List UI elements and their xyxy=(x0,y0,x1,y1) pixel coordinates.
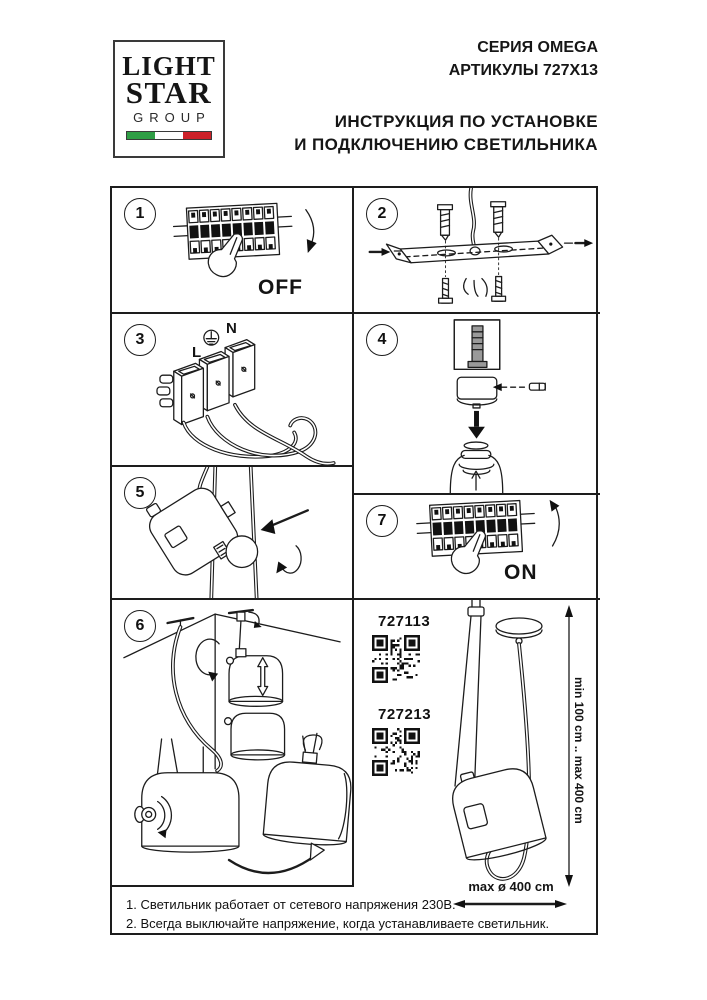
note-line-1: 1. Светильник работает от сетевого напряжения 230В. xyxy=(126,897,456,912)
step-4-badge: 4 xyxy=(366,324,398,356)
step-7-panel xyxy=(354,495,600,600)
articles-label: АРТИКУЛЫ 727X13 xyxy=(448,62,598,79)
step-5-panel xyxy=(112,467,354,600)
switch-off-label: OFF xyxy=(258,276,303,299)
step-7-badge: 7 xyxy=(366,505,398,537)
logo-word-light: LIGHT xyxy=(122,51,216,81)
series-label: СЕРИЯ OMEGA xyxy=(477,39,598,56)
adjustment-illustration xyxy=(112,600,352,885)
qr-code-727213 xyxy=(372,728,420,776)
flag-white xyxy=(155,132,183,139)
footer-notes xyxy=(112,887,600,937)
italian-flag-bar xyxy=(126,131,212,140)
terminal-n-label: N xyxy=(226,320,237,337)
step-1-panel xyxy=(112,188,354,314)
product-code-727213: 727213 xyxy=(378,706,432,723)
lightstar-logo xyxy=(113,40,225,158)
logo-word-group: GROUP xyxy=(133,110,211,125)
doc-title-line-1: ИНСТРУКЦИЯ ПО УСТАНОВКЕ xyxy=(334,112,598,131)
step-2-panel xyxy=(354,188,600,314)
step-6-badge: 6 xyxy=(124,610,156,642)
step-4-panel xyxy=(354,314,600,495)
flag-green xyxy=(127,132,155,139)
document-header xyxy=(294,36,598,156)
max-diameter-label: max ø 400 cm xyxy=(468,879,554,894)
step-6-panel xyxy=(112,600,354,887)
doc-title xyxy=(294,110,598,156)
terminal-l-label: L xyxy=(192,344,202,361)
step-3-panel xyxy=(112,314,354,467)
note-line-2: 2. Всегда выключайте напряжение, когда устанавливаете светильник. xyxy=(126,916,550,931)
product-code-727113: 727113 xyxy=(378,613,431,630)
qr-code-727113 xyxy=(372,635,420,683)
earth-icon xyxy=(204,330,219,345)
doc-title-line-2: И ПОДКЛЮЧЕНИЮ СВЕТИЛЬНИКА xyxy=(294,135,598,154)
instruction-grid xyxy=(110,186,598,935)
flag-red xyxy=(183,132,211,139)
step-3-badge: 3 xyxy=(124,324,156,356)
step-1-badge: 1 xyxy=(124,198,156,230)
step-2-badge: 2 xyxy=(366,198,398,230)
suspension-range-label: min 100 cm .. max 400 cm xyxy=(572,676,586,824)
logo-word-star: STAR xyxy=(125,75,213,110)
step-5-badge: 5 xyxy=(124,477,156,509)
switch-on-label: ON xyxy=(504,561,538,584)
